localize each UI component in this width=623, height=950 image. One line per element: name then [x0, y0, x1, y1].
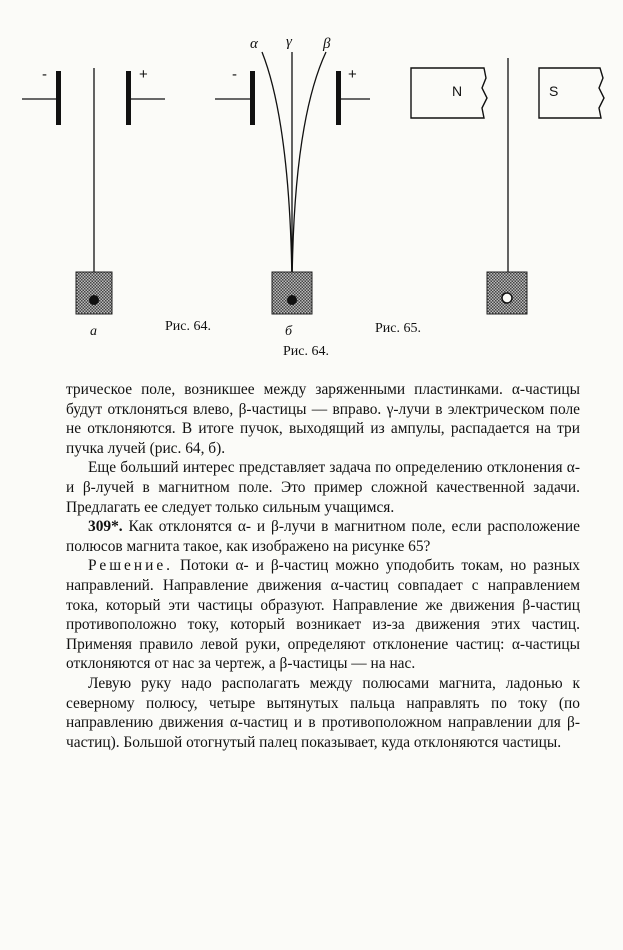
alpha-label: α: [250, 36, 258, 52]
body-text: [66, 380, 580, 752]
plate-negative: [250, 71, 255, 125]
minus-sign-a: -: [42, 66, 47, 83]
plate-positive: [336, 71, 341, 125]
plus-sign-a: +: [139, 66, 148, 83]
minus-sign-b: -: [232, 66, 237, 83]
caption-fig65: Рис. 65.: [375, 321, 421, 336]
solution-text: Потоки α- и β-частиц можно уподобить токам, но разных направлений. Направление движения α-частиц совпадает с направлением тока, который эти частицы образуют. Направление же движения β-частиц противоположно току, который возникает из-за движения этих частиц. Применяя правило левой руки, определяют отклонение частиц: α-частицы отклоняются от нас за чертеж, а β-частицы — на нас.: [66, 557, 580, 673]
plus-sign-b: +: [348, 66, 357, 83]
ampoule-source: [89, 295, 99, 305]
figure-64b: [215, 52, 370, 314]
figures-svg: [0, 0, 623, 380]
paragraph-2: Еще больший интерес представляет задача по определению отклонения α- и β-лучей в магнитном поле. Это пример сложной качественной задачи. Предлагать ее следует только сильным учащимся.: [66, 459, 580, 516]
ampoule-block: [76, 272, 112, 314]
gamma-label: γ: [286, 34, 292, 50]
paragraph-1: трическое поле, возникшее между заряженными пластинками. α-частицы будут отклоняться влево, β-частицы — вправо. γ-лучи в электрическом поле не отклоняются. В итоге пучок, выходящий из ампулы, распадается на три пучка лучей (рис. 64, б).: [66, 381, 580, 457]
solution-paragraph: [66, 556, 580, 674]
problem-number: 309*.: [88, 518, 123, 536]
ampoule-source: [502, 293, 512, 303]
plate-positive: [126, 71, 131, 125]
alpha-ray: [262, 52, 292, 300]
plate-negative: [56, 71, 61, 125]
magnet-south-label: S: [549, 83, 559, 99]
paragraph-5: Левую руку надо располагать между полюсами магнита, ладонью к северному полюсу, четыре вытянутых пальца направлять по току (по направлению движения α-частиц и в противоположном направлении для β-частиц). Большой отогнутый палец показывает, куда отклоняются частицы.: [66, 674, 580, 751]
solution-label: Решение.: [88, 557, 174, 575]
beta-label: β: [323, 36, 331, 52]
caption-letter-a: а: [90, 324, 97, 339]
ampoule-block: [272, 272, 312, 314]
caption-fig64-left: Рис. 64.: [165, 319, 211, 334]
magnet-north-label: N: [452, 83, 463, 99]
figure-65: [411, 58, 604, 314]
caption-letter-b: б: [285, 324, 293, 339]
beta-ray: [292, 52, 326, 300]
figure-64a: [22, 68, 165, 314]
problem-309: [66, 517, 580, 556]
caption-fig64-bottom: Рис. 64.: [283, 344, 329, 359]
magnet-north-pole: [411, 68, 487, 118]
ampoule-source: [287, 295, 297, 305]
problem-text: Как отклонятся α- и β-лучи в магнитном поле, если расположение полюсов магнита такое, как изображено на рисунке 65?: [66, 518, 580, 555]
